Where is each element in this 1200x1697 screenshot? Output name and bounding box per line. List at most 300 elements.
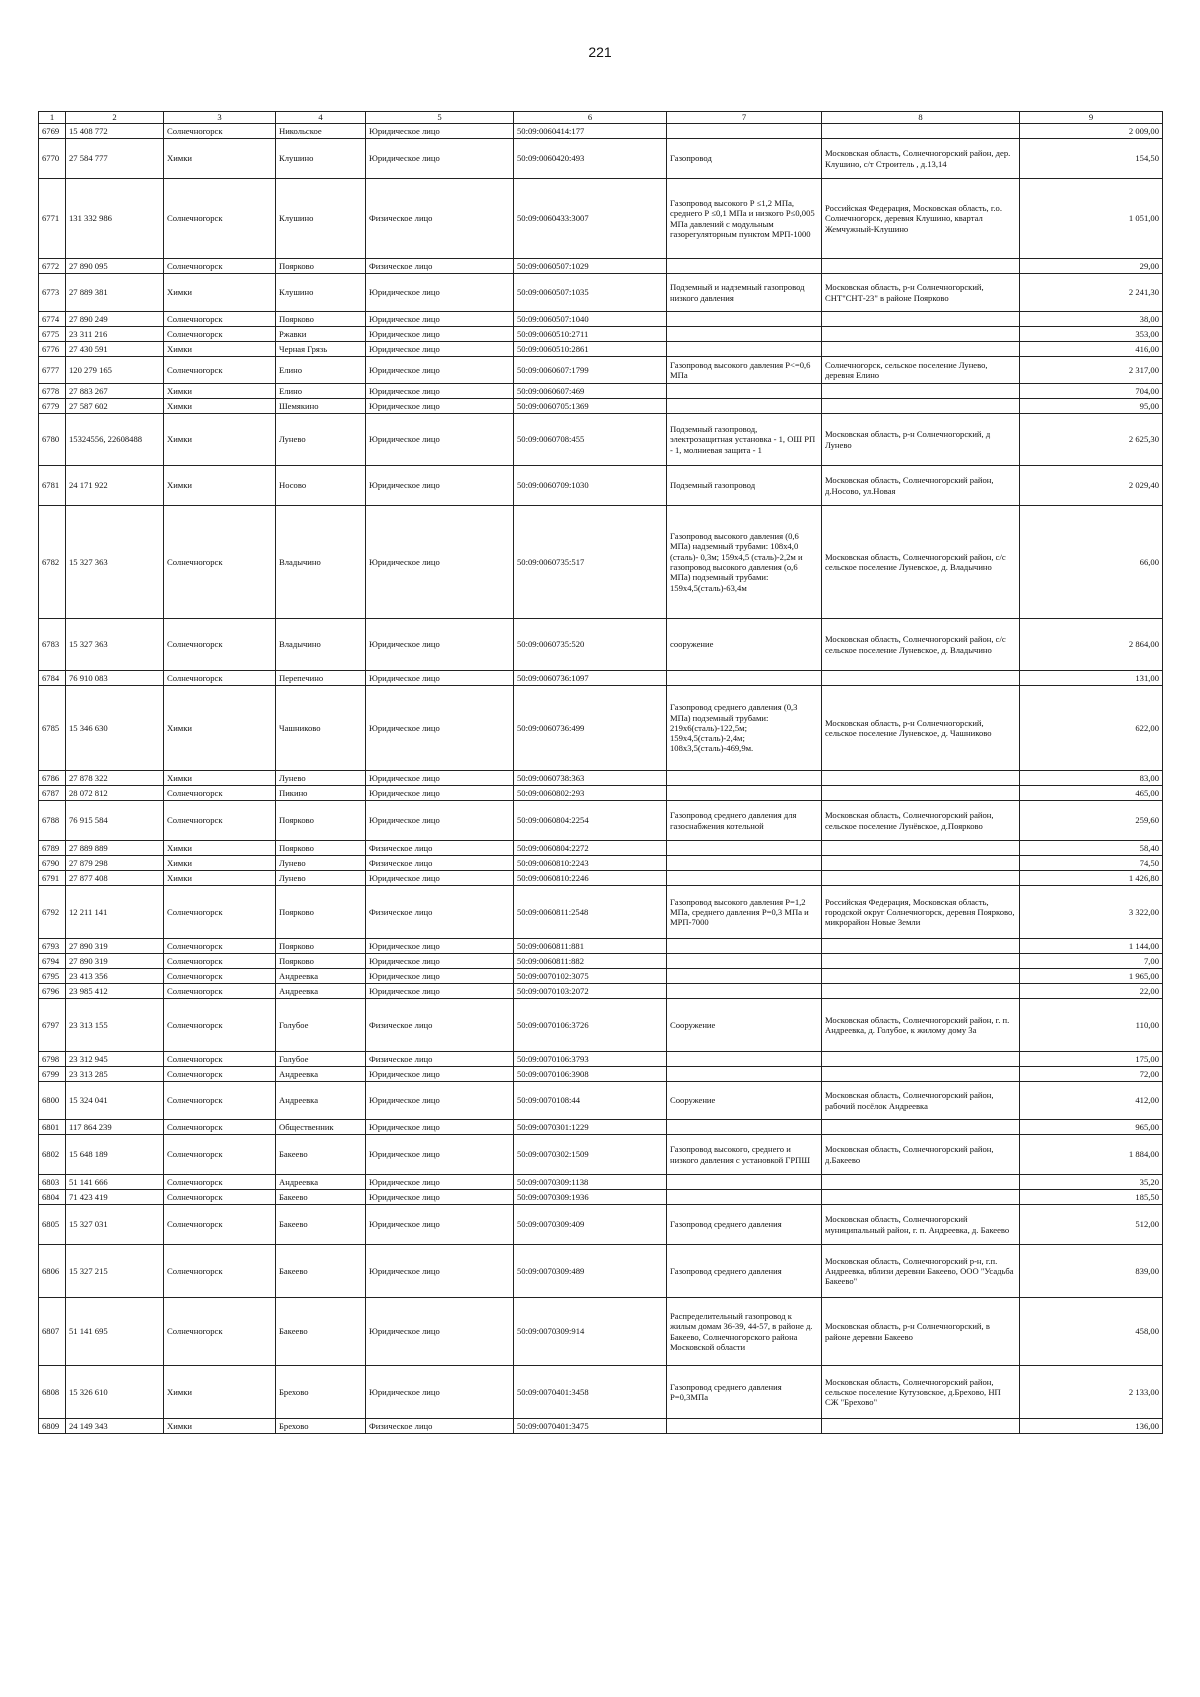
city-cell: Химки xyxy=(164,274,276,312)
city-cell: Солнечногорск xyxy=(164,954,276,969)
owner-type-cell: Юридическое лицо xyxy=(366,969,514,984)
address-cell xyxy=(822,1190,1020,1205)
cadastral-number-cell: 50:09:0060705:1369 xyxy=(514,399,667,414)
area-cell: 622,00 xyxy=(1020,686,1163,771)
locality-cell: Владычино xyxy=(276,506,366,619)
locality-cell: Елино xyxy=(276,384,366,399)
column-header: 5 xyxy=(366,112,514,124)
locality-cell: Поярково xyxy=(276,841,366,856)
locality-cell: Поярково xyxy=(276,801,366,841)
id-cell: 23 311 216 xyxy=(66,327,164,342)
owner-type-cell: Физическое лицо xyxy=(366,856,514,871)
row-number-cell: 6798 xyxy=(39,1052,66,1067)
owner-type-cell: Физическое лицо xyxy=(366,841,514,856)
address-cell xyxy=(822,399,1020,414)
cadastral-number-cell: 50:09:0060507:1040 xyxy=(514,312,667,327)
address-cell xyxy=(822,671,1020,686)
owner-type-cell: Юридическое лицо xyxy=(366,984,514,999)
address-cell xyxy=(822,1419,1020,1434)
city-cell: Солнечногорск xyxy=(164,984,276,999)
area-cell: 175,00 xyxy=(1020,1052,1163,1067)
area-cell: 74,50 xyxy=(1020,856,1163,871)
cadastral-number-cell: 50:09:0060802:293 xyxy=(514,786,667,801)
table-row xyxy=(39,1298,1163,1366)
owner-type-cell: Юридическое лицо xyxy=(366,619,514,671)
id-cell: 15 327 031 xyxy=(66,1205,164,1245)
cadastral-number-cell: 50:09:0070106:3726 xyxy=(514,999,667,1052)
address-cell xyxy=(822,969,1020,984)
cadastral-number-cell: 50:09:0070309:1138 xyxy=(514,1175,667,1190)
city-cell: Химки xyxy=(164,771,276,786)
locality-cell: Бакеево xyxy=(276,1135,366,1175)
locality-cell: Шемякино xyxy=(276,399,366,414)
locality-cell: Бакеево xyxy=(276,1190,366,1205)
address-cell xyxy=(822,259,1020,274)
city-cell: Солнечногорск xyxy=(164,357,276,384)
cadastral-number-cell: 50:09:0060414:177 xyxy=(514,124,667,139)
id-cell: 27 889 889 xyxy=(66,841,164,856)
table-row xyxy=(39,399,1163,414)
owner-type-cell: Юридическое лицо xyxy=(366,312,514,327)
table-row xyxy=(39,801,1163,841)
cadastral-number-cell: 50:09:0070309:1936 xyxy=(514,1190,667,1205)
cadastral-number-cell: 50:09:0060810:2243 xyxy=(514,856,667,871)
id-cell: 15324556, 22608488 xyxy=(66,414,164,466)
area-cell: 83,00 xyxy=(1020,771,1163,786)
table-row xyxy=(39,139,1163,179)
object-description-cell xyxy=(667,939,822,954)
table-row xyxy=(39,1419,1163,1434)
city-cell: Химки xyxy=(164,1366,276,1419)
row-number-cell: 6805 xyxy=(39,1205,66,1245)
area-cell: 136,00 xyxy=(1020,1419,1163,1434)
owner-type-cell: Юридическое лицо xyxy=(366,1175,514,1190)
id-cell: 51 141 666 xyxy=(66,1175,164,1190)
locality-cell: Поярково xyxy=(276,259,366,274)
area-cell: 72,00 xyxy=(1020,1067,1163,1082)
table-row xyxy=(39,841,1163,856)
area-cell: 154,50 xyxy=(1020,139,1163,179)
row-number-cell: 6802 xyxy=(39,1135,66,1175)
cadastral-number-cell: 50:09:0060811:882 xyxy=(514,954,667,969)
table-row xyxy=(39,856,1163,871)
city-cell: Химки xyxy=(164,414,276,466)
city-cell: Солнечногорск xyxy=(164,801,276,841)
locality-cell: Лунево xyxy=(276,856,366,871)
id-cell: 27 883 267 xyxy=(66,384,164,399)
city-cell: Химки xyxy=(164,686,276,771)
cadastral-number-cell: 50:09:0070106:3908 xyxy=(514,1067,667,1082)
column-header: 7 xyxy=(667,112,822,124)
owner-type-cell: Юридическое лицо xyxy=(366,466,514,506)
cadastral-number-cell: 50:09:0060804:2272 xyxy=(514,841,667,856)
owner-type-cell: Юридическое лицо xyxy=(366,357,514,384)
table-row xyxy=(39,1067,1163,1082)
id-cell: 27 587 602 xyxy=(66,399,164,414)
owner-type-cell: Юридическое лицо xyxy=(366,1120,514,1135)
cadastral-number-cell: 50:09:0060607:469 xyxy=(514,384,667,399)
owner-type-cell: Физическое лицо xyxy=(366,1052,514,1067)
city-cell: Солнечногорск xyxy=(164,1298,276,1366)
locality-cell: Ржавки xyxy=(276,327,366,342)
address-cell xyxy=(822,1052,1020,1067)
object-description-cell xyxy=(667,1419,822,1434)
city-cell: Солнечногорск xyxy=(164,1245,276,1298)
owner-type-cell: Юридическое лицо xyxy=(366,939,514,954)
locality-cell: Перепечино xyxy=(276,671,366,686)
address-cell: Московская область, Солнечногорский р-н, г.п. Андреевка, вблизи деревни Бакеево, ООО "Усадьба Бакеево" xyxy=(822,1245,1020,1298)
id-cell: 27 879 298 xyxy=(66,856,164,871)
id-cell: 24 149 343 xyxy=(66,1419,164,1434)
cadastral-number-cell: 50:09:0070302:1509 xyxy=(514,1135,667,1175)
cadastral-number-cell: 50:09:0060811:2548 xyxy=(514,886,667,939)
id-cell: 27 890 249 xyxy=(66,312,164,327)
row-number-cell: 6777 xyxy=(39,357,66,384)
area-cell: 2 864,00 xyxy=(1020,619,1163,671)
object-description-cell: Газопровод высокого давления (0,6 МПа) надземный трубами: 108х4,0 (сталь)- 0,3м; 159х4,5 (сталь)-2,2м и газопровод высокого давления (о,6 МПа) подземный трубами: 159х4,5(сталь)-63,4м xyxy=(667,506,822,619)
cadastral-number-cell: 50:09:0060735:520 xyxy=(514,619,667,671)
area-cell: 95,00 xyxy=(1020,399,1163,414)
table-row xyxy=(39,1175,1163,1190)
locality-cell: Клушино xyxy=(276,139,366,179)
table-row xyxy=(39,1245,1163,1298)
table-row xyxy=(39,871,1163,886)
row-number-cell: 6809 xyxy=(39,1419,66,1434)
table-row xyxy=(39,259,1163,274)
city-cell: Химки xyxy=(164,856,276,871)
row-number-cell: 6770 xyxy=(39,139,66,179)
city-cell: Химки xyxy=(164,1419,276,1434)
locality-cell: Общественник xyxy=(276,1120,366,1135)
area-cell: 2 241,30 xyxy=(1020,274,1163,312)
area-cell: 965,00 xyxy=(1020,1120,1163,1135)
address-cell xyxy=(822,1067,1020,1082)
owner-type-cell: Юридическое лицо xyxy=(366,124,514,139)
row-number-cell: 6775 xyxy=(39,327,66,342)
row-number-cell: 6773 xyxy=(39,274,66,312)
id-cell: 71 423 419 xyxy=(66,1190,164,1205)
object-description-cell xyxy=(667,771,822,786)
row-number-cell: 6789 xyxy=(39,841,66,856)
address-cell xyxy=(822,384,1020,399)
cadastral-number-cell: 50:09:0060810:2246 xyxy=(514,871,667,886)
city-cell: Солнечногорск xyxy=(164,1205,276,1245)
area-cell: 38,00 xyxy=(1020,312,1163,327)
object-description-cell xyxy=(667,1175,822,1190)
row-number-cell: 6801 xyxy=(39,1120,66,1135)
locality-cell: Бакеево xyxy=(276,1298,366,1366)
cadastral-number-cell: 50:09:0060510:2711 xyxy=(514,327,667,342)
area-cell: 1 965,00 xyxy=(1020,969,1163,984)
locality-cell: Елино xyxy=(276,357,366,384)
object-description-cell: Газопровод среднего давления xyxy=(667,1245,822,1298)
object-description-cell xyxy=(667,124,822,139)
address-cell: Московская область, Солнечногорский район, сельское поселение Кутузовское, д.Брехово, НП СЖ "Брехово" xyxy=(822,1366,1020,1419)
owner-type-cell: Юридическое лицо xyxy=(366,139,514,179)
city-cell: Химки xyxy=(164,139,276,179)
table-row xyxy=(39,984,1163,999)
object-description-cell xyxy=(667,312,822,327)
owner-type-cell: Юридическое лицо xyxy=(366,384,514,399)
table-row xyxy=(39,786,1163,801)
city-cell: Солнечногорск xyxy=(164,786,276,801)
table-row xyxy=(39,969,1163,984)
locality-cell: Андреевка xyxy=(276,969,366,984)
area-cell: 458,00 xyxy=(1020,1298,1163,1366)
city-cell: Солнечногорск xyxy=(164,1052,276,1067)
row-number-cell: 6769 xyxy=(39,124,66,139)
locality-cell: Поярково xyxy=(276,312,366,327)
id-cell: 15 408 772 xyxy=(66,124,164,139)
row-number-cell: 6808 xyxy=(39,1366,66,1419)
id-cell: 15 327 363 xyxy=(66,506,164,619)
area-cell: 465,00 xyxy=(1020,786,1163,801)
id-cell: 27 890 319 xyxy=(66,954,164,969)
id-cell: 27 430 591 xyxy=(66,342,164,357)
id-cell: 15 648 189 xyxy=(66,1135,164,1175)
owner-type-cell: Физическое лицо xyxy=(366,1419,514,1434)
row-number-cell: 6807 xyxy=(39,1298,66,1366)
row-number-cell: 6795 xyxy=(39,969,66,984)
owner-type-cell: Юридическое лицо xyxy=(366,327,514,342)
column-header: 8 xyxy=(822,112,1020,124)
area-cell: 3 322,00 xyxy=(1020,886,1163,939)
cadastral-number-cell: 50:09:0070309:914 xyxy=(514,1298,667,1366)
locality-cell: Андреевка xyxy=(276,1082,366,1120)
id-cell: 23 313 155 xyxy=(66,999,164,1052)
locality-cell: Носово xyxy=(276,466,366,506)
table-row xyxy=(39,954,1163,969)
address-cell: Московская область, Солнечногорский район, дер. Клушино, с/т Строитель , д.13,14 xyxy=(822,139,1020,179)
area-cell: 353,00 xyxy=(1020,327,1163,342)
owner-type-cell: Юридическое лицо xyxy=(366,871,514,886)
object-description-cell xyxy=(667,954,822,969)
object-description-cell xyxy=(667,399,822,414)
object-description-cell: Газопровод среднего давления (0,3 МПа) подземный трубами: 219х6(сталь)-122,5м; 159х4,5(сталь)-2,4м; 108х3,5(сталь)-469,9м. xyxy=(667,686,822,771)
table-row xyxy=(39,124,1163,139)
table-row xyxy=(39,999,1163,1052)
table-row xyxy=(39,1052,1163,1067)
header-row xyxy=(39,112,1163,124)
address-cell: Московская область, Солнечногорский муниципальный район, г. п. Андреевка, д. Бакеево xyxy=(822,1205,1020,1245)
object-description-cell: Газопровод высокого Р ≤1,2 МПа, среднего Р ≤0,1 МПа и низкого Р≤0,005 МПа давлений с модульным газорегуляторным пунктом МРП-1000 xyxy=(667,179,822,259)
id-cell: 23 985 412 xyxy=(66,984,164,999)
object-description-cell: Подземный и надземный газопровод низкого давления xyxy=(667,274,822,312)
cadastral-number-cell: 50:09:0060507:1029 xyxy=(514,259,667,274)
locality-cell: Лунево xyxy=(276,871,366,886)
table-row xyxy=(39,357,1163,384)
address-cell xyxy=(822,841,1020,856)
table-row xyxy=(39,771,1163,786)
id-cell: 23 313 285 xyxy=(66,1067,164,1082)
area-cell: 1 144,00 xyxy=(1020,939,1163,954)
table-row xyxy=(39,1190,1163,1205)
cadastral-number-cell: 50:09:0060507:1035 xyxy=(514,274,667,312)
address-cell xyxy=(822,771,1020,786)
id-cell: 27 889 381 xyxy=(66,274,164,312)
area-cell: 2 009,00 xyxy=(1020,124,1163,139)
table-row xyxy=(39,671,1163,686)
id-cell: 15 346 630 xyxy=(66,686,164,771)
city-cell: Солнечногорск xyxy=(164,1175,276,1190)
locality-cell: Голубое xyxy=(276,999,366,1052)
object-description-cell xyxy=(667,786,822,801)
area-cell: 7,00 xyxy=(1020,954,1163,969)
object-description-cell: Газопровод среднего давления xyxy=(667,1205,822,1245)
address-cell: Российская Федерация, Московская область, городской округ Солнечногорск, деревня Поярково, микрорайон Новые Земли xyxy=(822,886,1020,939)
id-cell: 15 324 041 xyxy=(66,1082,164,1120)
row-number-cell: 6780 xyxy=(39,414,66,466)
locality-cell: Бакеево xyxy=(276,1245,366,1298)
row-number-cell: 6800 xyxy=(39,1082,66,1120)
area-cell: 416,00 xyxy=(1020,342,1163,357)
city-cell: Химки xyxy=(164,342,276,357)
id-cell: 117 864 239 xyxy=(66,1120,164,1135)
table-row xyxy=(39,506,1163,619)
object-description-cell xyxy=(667,342,822,357)
cadastral-number-cell: 50:09:0060510:2861 xyxy=(514,342,667,357)
area-cell: 58,40 xyxy=(1020,841,1163,856)
owner-type-cell: Физическое лицо xyxy=(366,179,514,259)
id-cell: 27 878 322 xyxy=(66,771,164,786)
owner-type-cell: Физическое лицо xyxy=(366,886,514,939)
table-row xyxy=(39,1135,1163,1175)
address-cell: Московская область, Солнечногорский район, д.Бакеево xyxy=(822,1135,1020,1175)
cadastral-number-cell: 50:09:0070401:3475 xyxy=(514,1419,667,1434)
cadastral-number-cell: 50:09:0060804:2254 xyxy=(514,801,667,841)
cadastral-number-cell: 50:09:0060708:455 xyxy=(514,414,667,466)
table-row xyxy=(39,1366,1163,1419)
address-cell xyxy=(822,312,1020,327)
area-cell: 29,00 xyxy=(1020,259,1163,274)
column-header: 3 xyxy=(164,112,276,124)
city-cell: Солнечногорск xyxy=(164,886,276,939)
city-cell: Химки xyxy=(164,841,276,856)
row-number-cell: 6785 xyxy=(39,686,66,771)
row-number-cell: 6786 xyxy=(39,771,66,786)
table-row xyxy=(39,384,1163,399)
row-number-cell: 6792 xyxy=(39,886,66,939)
address-cell xyxy=(822,984,1020,999)
address-cell: Московская область, р-н Солнечногорский, д Лунево xyxy=(822,414,1020,466)
row-number-cell: 6772 xyxy=(39,259,66,274)
locality-cell: Пикино xyxy=(276,786,366,801)
cadastral-number-cell: 50:09:0070401:3458 xyxy=(514,1366,667,1419)
table-row xyxy=(39,179,1163,259)
row-number-cell: 6776 xyxy=(39,342,66,357)
row-number-cell: 6797 xyxy=(39,999,66,1052)
row-number-cell: 6804 xyxy=(39,1190,66,1205)
area-cell: 66,00 xyxy=(1020,506,1163,619)
object-description-cell xyxy=(667,1120,822,1135)
city-cell: Солнечногорск xyxy=(164,327,276,342)
row-number-cell: 6791 xyxy=(39,871,66,886)
city-cell: Солнечногорск xyxy=(164,312,276,327)
column-header: 1 xyxy=(39,112,66,124)
cadastral-number-cell: 50:09:0060736:499 xyxy=(514,686,667,771)
owner-type-cell: Юридическое лицо xyxy=(366,399,514,414)
table-row xyxy=(39,312,1163,327)
area-cell: 185,50 xyxy=(1020,1190,1163,1205)
city-cell: Солнечногорск xyxy=(164,1082,276,1120)
cadastral-number-cell: 50:09:0060709:1030 xyxy=(514,466,667,506)
address-cell: Московская область, р-н Солнечногорский, СНТ"СНТ-23" в районе Поярково xyxy=(822,274,1020,312)
object-description-cell: Сооружение xyxy=(667,1082,822,1120)
table-row xyxy=(39,939,1163,954)
object-description-cell xyxy=(667,1190,822,1205)
area-cell: 2 625,30 xyxy=(1020,414,1163,466)
address-cell: Московская область, Солнечногорский район, с/с сельское поселение Луневское, д. Владычино xyxy=(822,619,1020,671)
column-header: 4 xyxy=(276,112,366,124)
owner-type-cell: Юридическое лицо xyxy=(366,954,514,969)
address-cell xyxy=(822,327,1020,342)
object-description-cell xyxy=(667,871,822,886)
object-description-cell xyxy=(667,671,822,686)
table-row xyxy=(39,342,1163,357)
address-cell xyxy=(822,856,1020,871)
area-cell: 2 317,00 xyxy=(1020,357,1163,384)
address-cell xyxy=(822,1175,1020,1190)
id-cell: 120 279 165 xyxy=(66,357,164,384)
row-number-cell: 6771 xyxy=(39,179,66,259)
area-cell: 512,00 xyxy=(1020,1205,1163,1245)
city-cell: Солнечногорск xyxy=(164,939,276,954)
cadastral-number-cell: 50:09:0070103:2072 xyxy=(514,984,667,999)
cadastral-number-cell: 50:09:0070309:409 xyxy=(514,1205,667,1245)
id-cell: 27 890 319 xyxy=(66,939,164,954)
address-cell xyxy=(822,939,1020,954)
table-row xyxy=(39,886,1163,939)
object-description-cell xyxy=(667,841,822,856)
row-number-cell: 6799 xyxy=(39,1067,66,1082)
address-cell: Московская область, Солнечногорский район, с/с сельское поселение Луневское, д. Владычино xyxy=(822,506,1020,619)
address-cell: Московская область, Солнечногорский район, сельское поселение Лунёвское, д.Поярково xyxy=(822,801,1020,841)
address-cell xyxy=(822,124,1020,139)
owner-type-cell: Юридическое лицо xyxy=(366,414,514,466)
object-description-cell: Газопровод высокого давления Р=1,2 МПа, среднего давления Р=0,3 МПа и МРП-7000 xyxy=(667,886,822,939)
row-number-cell: 6779 xyxy=(39,399,66,414)
table-row xyxy=(39,1082,1163,1120)
locality-cell: Никольское xyxy=(276,124,366,139)
area-cell: 1 884,00 xyxy=(1020,1135,1163,1175)
object-description-cell: Газопровод xyxy=(667,139,822,179)
city-cell: Химки xyxy=(164,871,276,886)
object-description-cell xyxy=(667,1052,822,1067)
address-cell xyxy=(822,342,1020,357)
locality-cell: Андреевка xyxy=(276,1067,366,1082)
cadastral-number-cell: 50:09:0060420:493 xyxy=(514,139,667,179)
owner-type-cell: Юридическое лицо xyxy=(366,1190,514,1205)
area-cell: 839,00 xyxy=(1020,1245,1163,1298)
owner-type-cell: Юридическое лицо xyxy=(366,1205,514,1245)
object-description-cell: Газопровод высокого, среднего и низкого давления с установкой ГРПШ xyxy=(667,1135,822,1175)
locality-cell: Поярково xyxy=(276,954,366,969)
city-cell: Химки xyxy=(164,466,276,506)
object-description-cell: Газопровод высокого давления Р<=0,6 МПа xyxy=(667,357,822,384)
column-header: 2 xyxy=(66,112,164,124)
city-cell: Солнечногорск xyxy=(164,671,276,686)
id-cell: 76 910 083 xyxy=(66,671,164,686)
city-cell: Солнечногорск xyxy=(164,179,276,259)
id-cell: 27 890 095 xyxy=(66,259,164,274)
locality-cell: Андреевка xyxy=(276,984,366,999)
locality-cell: Голубое xyxy=(276,1052,366,1067)
table-row xyxy=(39,274,1163,312)
object-description-cell: Сооружение xyxy=(667,999,822,1052)
object-description-cell: Газопровод среднего давления Р=0,3МПа xyxy=(667,1366,822,1419)
row-number-cell: 6778 xyxy=(39,384,66,399)
address-cell xyxy=(822,786,1020,801)
